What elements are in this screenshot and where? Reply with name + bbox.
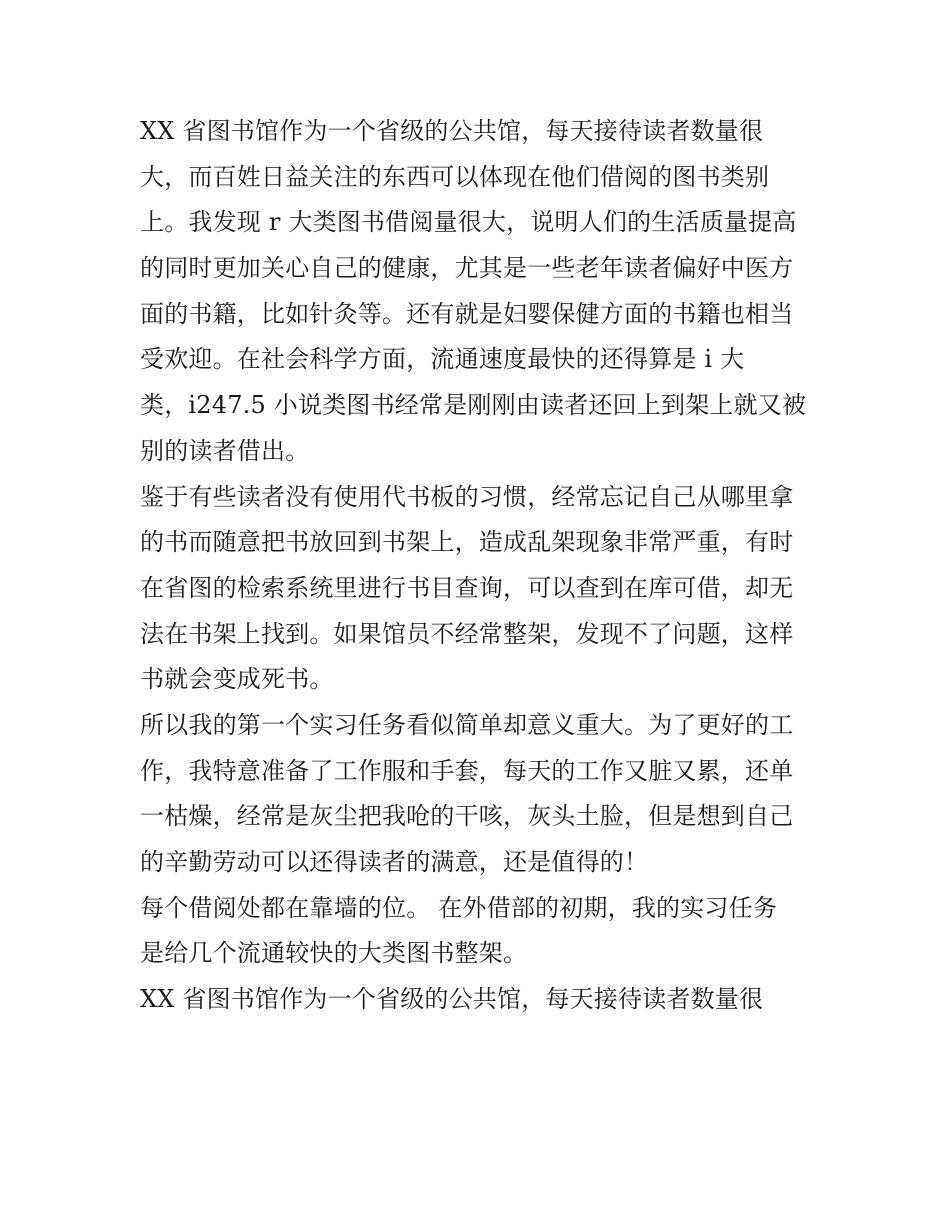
text-line: 作，我特意准备了工作服和手套，每天的工作又脏又累，还单 — [140, 756, 794, 785]
text-line: 面的书籍，比如针灸等。还有就是妇婴保健方面的书籍也相当 — [140, 299, 794, 328]
text-line: 大，而百姓日益关注的东西可以体现在他们借阅的图书类别 — [140, 162, 770, 191]
text-line: 的同时更加关心自己的健康，尤其是一些老年读者偏好中医方 — [140, 254, 794, 283]
text-line: 的辛勤劳动可以还得读者的满意，还是值得的！ — [140, 848, 649, 876]
text-line: 别的读者借出。 — [140, 436, 310, 465]
text-line: 所以我的第一个实习任务看似简单却意义重大。为了更好的工 — [140, 710, 794, 739]
text-line: 一枯燥，经常是灰尘把我呛的干咳，灰头土脸，但是想到自己 — [140, 802, 794, 831]
text-line: 上。我发现 r 大类图书借阅量很大，说明人们的生活质量提高 — [140, 208, 797, 237]
text-line: 类，i247.5 小说类图书经常是刚刚由读者还回上到架上就又被 — [140, 391, 807, 420]
text-line: 受欢迎。在社会科学方面，流通速度最快的还得算是 i 大 — [140, 345, 745, 374]
text-line: 的书而随意把书放回到书架上，造成乱架现象非常严重，有时 — [140, 528, 794, 557]
text-line: 每个借阅处都在靠墙的位。 在外借部的初期，我的实习任务 — [140, 893, 778, 922]
text-line: XX 省图书馆作为一个省级的公共馆，每天接待读者数量很 — [140, 985, 764, 1014]
text-line: 鉴于有些读者没有使用代书板的习惯，经常忘记自己从哪里拿 — [140, 482, 794, 511]
document-body — [140, 109, 830, 1023]
text-line: 书就会变成死书。 — [140, 665, 334, 694]
text-line: 是给几个流通较快的大类图书整架。 — [140, 939, 528, 968]
text-line: 法在书架上找到。如果馆员不经常整架，发现不了问题，这样 — [140, 619, 794, 648]
text-line: XX 省图书馆作为一个省级的公共馆，每天接待读者数量很 — [140, 117, 764, 145]
text-line: 在省图的检索系统里进行书目查询，可以查到在库可借，却无 — [140, 573, 794, 602]
